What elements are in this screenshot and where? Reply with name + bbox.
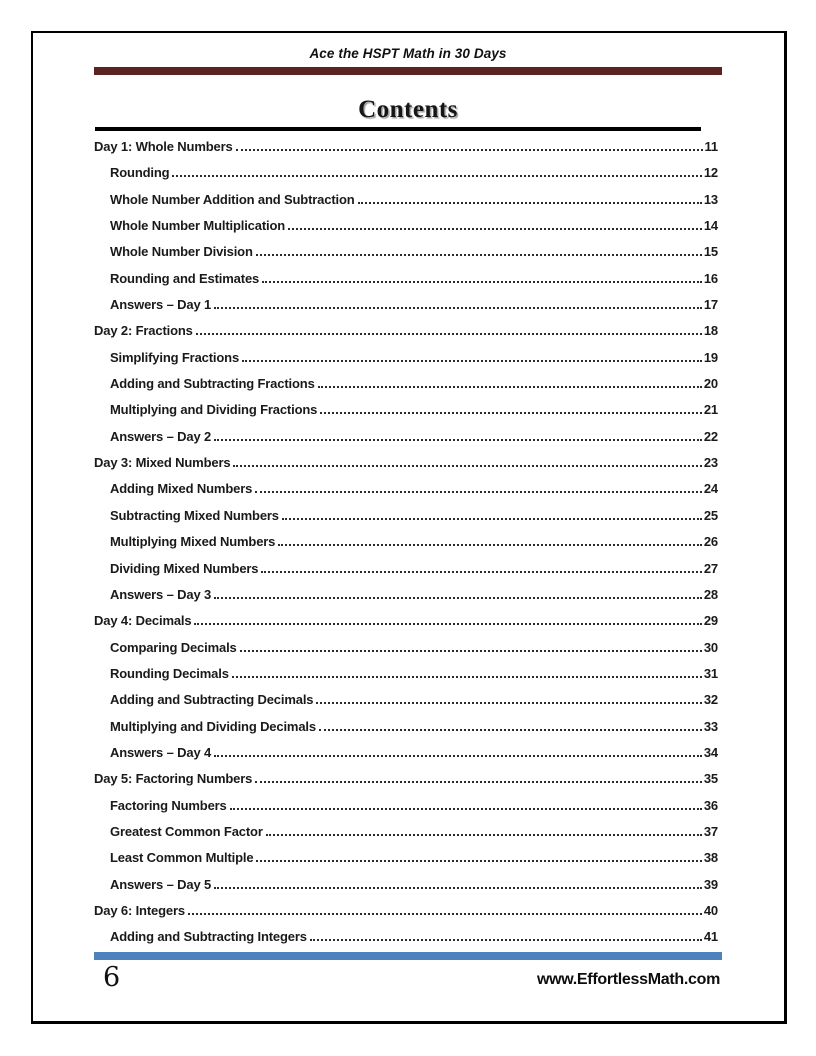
toc-entry[interactable] (94, 608, 718, 634)
toc-entry-page-number: 29 (703, 613, 718, 629)
toc-leader-dots (256, 254, 702, 256)
toc-leader-dots (230, 808, 702, 810)
toc-leader-dots (282, 518, 702, 520)
toc-entry-page-number: 27 (703, 560, 718, 576)
toc-leader-dots (214, 887, 702, 889)
toc-entry-page-number: 22 (703, 428, 718, 444)
toc-entry-page-number: 18 (703, 323, 718, 339)
toc-leader-dots (214, 439, 702, 441)
toc-entry-page-number: 13 (703, 191, 718, 207)
toc-entry[interactable] (94, 556, 718, 582)
toc-entry-label: Whole Number Division (110, 244, 253, 260)
toc-leader-dots (318, 386, 702, 388)
page-title: Contents (358, 96, 458, 123)
toc-entry-page-number: 38 (703, 850, 718, 866)
toc-leader-dots (196, 333, 702, 335)
toc-leader-dots (240, 650, 702, 652)
table-of-contents (94, 134, 718, 951)
toc-leader-dots (188, 913, 702, 915)
toc-entry[interactable] (94, 213, 718, 239)
toc-entry-label: Dividing Mixed Numbers (110, 560, 259, 576)
toc-entry-page-number: 16 (703, 270, 718, 286)
toc-entry-label: Adding and Subtracting Decimals (110, 692, 314, 708)
toc-entry-page-number: 30 (703, 639, 718, 655)
toc-entry-label: Day 3: Mixed Numbers (94, 455, 231, 471)
toc-entry[interactable] (94, 635, 718, 661)
toc-entry[interactable] (94, 845, 718, 871)
toc-entry[interactable] (94, 187, 718, 213)
toc-entry-page-number: 33 (703, 718, 718, 734)
toc-entry-label: Day 2: Fractions (94, 323, 193, 339)
toc-entry[interactable] (94, 397, 718, 423)
toc-entry[interactable] (94, 529, 718, 555)
toc-entry-page-number: 20 (703, 376, 718, 392)
footer-accent-bar (94, 952, 722, 960)
toc-entry-page-number: 17 (703, 297, 718, 313)
toc-entry-page-number: 11 (704, 139, 718, 154)
title-rule (95, 127, 701, 131)
toc-entry-page-number: 21 (703, 402, 718, 418)
toc-entry[interactable] (94, 239, 718, 265)
toc-leader-dots (255, 491, 702, 493)
toc-entry[interactable] (94, 450, 718, 476)
toc-leader-dots (262, 281, 702, 283)
toc-entry[interactable] (94, 661, 718, 687)
toc-entry-label: Answers – Day 4 (110, 744, 212, 760)
toc-entry[interactable] (94, 793, 718, 819)
toc-entry-page-number: 25 (703, 507, 718, 523)
toc-entry-label: Day 6: Integers (94, 902, 185, 918)
toc-entry[interactable] (94, 819, 718, 845)
footer-website-link[interactable]: www.EffortlessMath.com (536, 971, 720, 988)
toc-entry-page-number: 19 (703, 349, 718, 365)
toc-leader-dots (256, 860, 701, 862)
toc-entry-page-number: 35 (703, 771, 718, 787)
toc-leader-dots (320, 412, 702, 414)
toc-leader-dots (278, 544, 702, 546)
toc-entry-label: Greatest Common Factor (110, 823, 263, 839)
toc-entry-label: Whole Number Addition and Subtraction (110, 191, 355, 207)
toc-entry-label: Factoring Numbers (110, 797, 227, 813)
toc-entry-page-number: 32 (703, 692, 718, 708)
toc-entry-label: Answers – Day 5 (110, 876, 212, 892)
toc-leader-dots (214, 597, 702, 599)
toc-entry[interactable] (94, 371, 718, 397)
toc-entry-label: Adding Mixed Numbers (110, 481, 253, 497)
toc-entry-label: Rounding Decimals (110, 665, 229, 681)
toc-entry-page-number: 34 (703, 744, 718, 760)
toc-leader-dots (214, 755, 702, 757)
toc-entry-label: Day 4: Decimals (94, 613, 192, 629)
toc-entry-page-number: 15 (703, 244, 718, 260)
toc-entry-label: Multiplying Mixed Numbers (110, 534, 276, 550)
toc-leader-dots (242, 360, 702, 362)
toc-entry[interactable] (94, 476, 718, 502)
toc-entry[interactable] (94, 714, 718, 740)
toc-entry-label: Answers – Day 3 (110, 586, 212, 602)
toc-leader-dots (236, 149, 703, 151)
toc-entry-label: Day 5: Factoring Numbers (94, 771, 253, 787)
toc-leader-dots (255, 781, 702, 783)
toc-entry-page-number: 26 (703, 534, 718, 550)
toc-leader-dots (194, 623, 701, 625)
toc-entry-label: Rounding (110, 165, 170, 181)
toc-entry[interactable] (94, 266, 718, 292)
toc-entry[interactable] (94, 292, 718, 318)
toc-entry-label: Adding and Subtracting Integers (110, 929, 307, 945)
toc-entry[interactable] (94, 766, 718, 792)
toc-leader-dots (261, 571, 701, 573)
toc-entry[interactable] (94, 872, 718, 898)
toc-entry-label: Day 1: Whole Numbers (94, 139, 233, 154)
footer-page-number: 6 (103, 962, 121, 993)
toc-entry-label: Least Common Multiple (110, 850, 254, 866)
header-accent-bar (94, 67, 722, 75)
toc-leader-dots (358, 202, 702, 204)
running-header-title: Ace the HSPT Math in 30 Days (309, 46, 507, 61)
toc-entry-page-number: 40 (703, 902, 718, 918)
toc-entry-page-number: 39 (703, 876, 718, 892)
toc-entry[interactable] (94, 318, 718, 344)
toc-entry-page-number: 12 (703, 165, 718, 181)
toc-leader-dots (310, 939, 702, 941)
toc-leader-dots (316, 702, 701, 704)
toc-leader-dots (288, 228, 702, 230)
toc-entry-label: Simplifying Fractions (110, 349, 240, 365)
toc-entry-page-number: 23 (703, 455, 718, 471)
toc-entry[interactable] (94, 345, 718, 371)
toc-entry[interactable] (94, 503, 718, 529)
toc-entry[interactable] (94, 898, 718, 924)
toc-entry-label: Subtracting Mixed Numbers (110, 507, 279, 523)
toc-entry-label: Comparing Decimals (110, 639, 237, 655)
toc-entry-label: Answers – Day 1 (110, 297, 212, 313)
toc-entry-label: Answers – Day 2 (110, 428, 212, 444)
toc-entry[interactable] (94, 160, 718, 186)
toc-entry[interactable] (94, 424, 718, 450)
toc-entry-label: Whole Number Multiplication (110, 218, 286, 234)
toc-entry-page-number: 41 (703, 929, 718, 945)
toc-entry-page-number: 37 (703, 823, 718, 839)
toc-entry-page-number: 24 (703, 481, 718, 497)
toc-leader-dots (319, 729, 702, 731)
toc-leader-dots (232, 676, 702, 678)
toc-entry[interactable] (94, 582, 718, 608)
toc-entry-page-number: 14 (703, 218, 718, 234)
toc-entry-label: Rounding and Estimates (110, 270, 260, 286)
toc-entry[interactable] (94, 740, 718, 766)
toc-leader-dots (266, 834, 702, 836)
toc-entry-page-number: 36 (703, 797, 718, 813)
toc-leader-dots (233, 465, 701, 467)
toc-entry-label: Multiplying and Dividing Fractions (110, 402, 318, 418)
toc-entry-page-number: 31 (703, 665, 718, 681)
toc-entry-label: Adding and Subtracting Fractions (110, 376, 315, 392)
toc-entry-page-number: 28 (703, 586, 718, 602)
toc-entry[interactable] (94, 134, 718, 160)
toc-entry[interactable] (94, 924, 718, 950)
toc-leader-dots (214, 307, 702, 309)
toc-entry-label: Multiplying and Dividing Decimals (110, 718, 316, 734)
toc-leader-dots (172, 175, 701, 177)
toc-entry[interactable] (94, 687, 718, 713)
